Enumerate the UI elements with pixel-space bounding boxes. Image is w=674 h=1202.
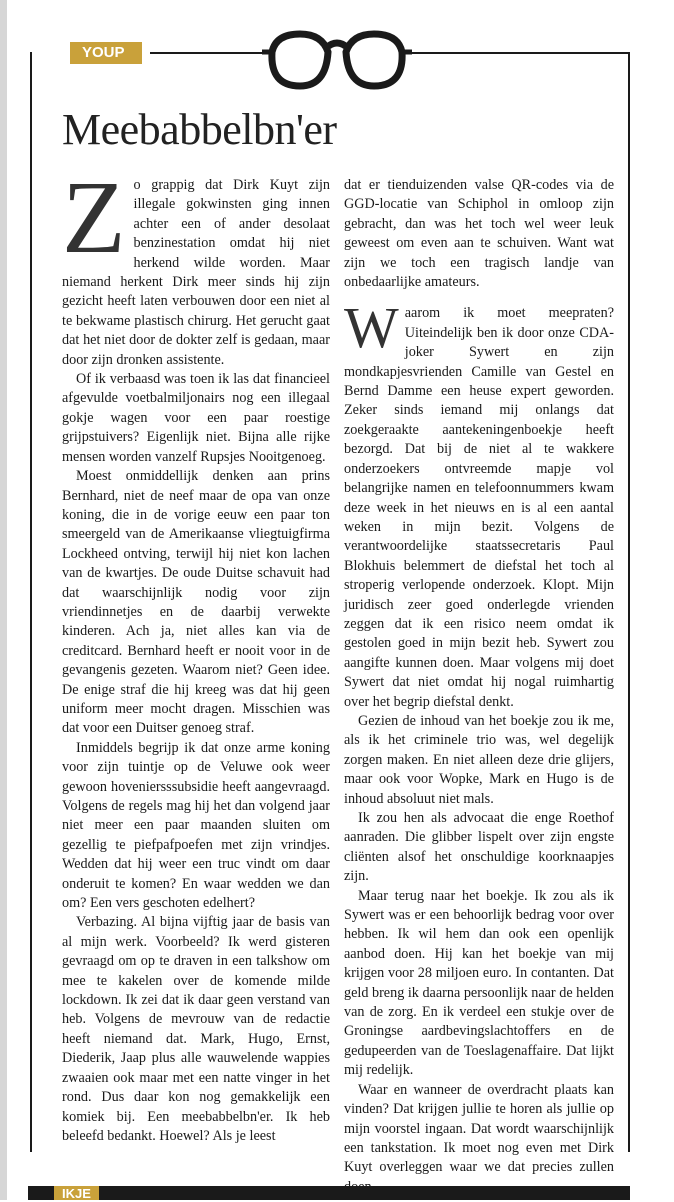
article-paragraph: Waarom ik moet meepraten? Uiteindelijk ben ik door onze CDA-joker Sywert en zijn mondkapjesvrienden Camille van Gestel en Bernd Damme een heuse expert geworden. Zeker sinds iemand mij onlangs dat zoekgeraakte aantekeningenboekje heeft bezorgd. Dat bij de niet al te wakkere onderzoekers ontvreemde mapje vol belangrijke namen en telefoonnummers kwam deze week in het nieuws en is al een aantal weken in mijn bezit. Volgens de verantwoordelijke staatssecretaris Paul Blokhuis belemmert de diefstal het toch al stroperig verlopende onderzoek. Klopt. Mijn juridisch zeer goed onderlegde vrienden zeggen dat ik een risico neem omdat ik gestolen goed in mijn bezit heb. Sywert zou aangifte kunnen doen. Maar volgens mij doet Sywert dat niet omdat hij nogal ruimhartig over het begrip diefstal denkt. xyxy=(344,295,614,710)
frame-right-rule xyxy=(628,52,630,1152)
article-paragraph: Ik zou hen als advocaat die enge Roethof aanraden. Die glibber lispelt over zijn engste cliënten alsof het onschuldige koorknaapjes zijn. xyxy=(344,810,614,885)
article-paragraph: dat er tienduizenden valse QR-codes via de GGD-locatie van Schiphol in omloop zijn gebracht, dan was het toch wel weer leuk geweest om even aan te schuiven. Want wat zijn we toch een tragisch landje van onbedaarlijke amateurs. xyxy=(344,177,614,291)
article-paragraph: Waar en wanneer de overdracht plaats kan vinden? Dat krijgen jullie te horen als jullie op mijn voorstel ingaan. Dat wordt waarschijnlijk een tankstation. Ik moet nog even met Dirk Kuyt overleggen waar we dat precies zullen xyxy=(344,1081,614,1176)
article-paragraph: Gezien de inhoud van het boekje zou ik me, als ik het criminele trio was, wel degelijk zorgen maken. En niet alleen deze drie glijers, maar ook voor Wopke, Mark en Hugo is de inhoud absoluut niet mals. xyxy=(344,712,614,807)
page-edge xyxy=(0,0,7,1200)
article-paragraph: Inmiddels begrijp ik dat onze arme koning voor zijn tuintje op de Veluwe ook weer gewoon hoveniersssubsidie heeft aangevraagd. Volgens de regels mag hij het dan volgend jaar niet meer een paar maanden sluiten om gezellig te piefpafpoefen met zijn vrindjes. Wedden dat hij weer een truc vindt om daar onderuit te komen? En waar wedden we dan om? Een vers geschoten edelhert? xyxy=(62,739,330,912)
article-paragraph: Maar terug naar het boekje. Ik zou als ik Sywert was er een behoorlijk bedrag voor over hebben. Ik wil hem dan ook een openlijk aanbod doen. Hij kan het boekje van mij krijgen voor 28 miljoen euro. In contanten. Dat geld breng ik daarna persoonlijk naar de helden van de zorg. En ik verdeel een stukje over de Groningse aardbevingslachtoffers en de gedupeerden van de Toeslagenaffaire. Dat lijkt mij redelijk. xyxy=(344,887,614,1079)
article-column-left xyxy=(62,160,330,1146)
footer-bar xyxy=(28,1186,630,1200)
glasses-icon xyxy=(262,12,412,94)
article-paragraph: Zo grappig dat Dirk Kuyt zijn illegale gokwinsten ging innen achter een of ander desolaat benzinestation omdat hij niet herkend wilde worden. Maar niemand herkent Dirk meer sinds hij zijn gezicht heeft laten verbouwen door een niet al te bekwame plastisch chirurg. Het gerucht gaat dat het niet door de dokter zelf is gedaan, maar door zijn dronken assistente. xyxy=(62,160,330,368)
drop-cap: Z xyxy=(62,160,126,275)
drop-cap: W xyxy=(344,295,399,361)
section-label: YOUP xyxy=(70,42,142,64)
article-column-right xyxy=(344,176,614,1197)
frame-left-rule xyxy=(30,52,32,1152)
article-paragraph: Verbazing. Al bijna vijftig jaar de basis van al mijn werk. Voorbeeld? Ik werd gisteren gevraagd om op te draven in een talkshow om mee te kakelen over de komende milde lockdown. Ik zei dat ik daar geen verstand van heb. Volgens de mevrouw van de redactie heeft niemand dat. Mark, Hugo, Ernst, Diederik, Jaap plus alle wauwelende wappies zwaaien ook maar met een natte vinger in het rond. Dus daar kon nog gemakkelijk een komiek bij. Een meebabbelbn'er. Ik heb beleefd bedankt. Hoewel? Als je leest xyxy=(62,914,330,1144)
footer-section-label: IKJE xyxy=(54,1186,99,1200)
article-title: Meebabbelbn'er xyxy=(62,105,337,154)
article-paragraph: Of ik verbaasd was toen ik las dat financieel afgevulde voetbalmiljonairs nog een illegaal gokje wagen voor een paar roestige grijpstuivers? Eigenlijk niet. Bijna alle rijke mensen worden vanzelf Rupsjes Nooitgenoeg. xyxy=(62,371,330,465)
article-paragraph: Moest onmiddellijk denken aan prins Bernhard, niet de neef maar de opa van onze koning, die in de vorige eeuw een paar ton smeergeld van de Amerikaanse vliegtuigfirma Lockheed ontving, terwijl hij niet kon lachen van de kwartjes. De oude Duitse schavuit had dat waarschijnlijk nodig voor zijn vriendinnetjes en de daarbij verwekte kinderen. Ach ja, niet alles kan via de creditcard. Bernhard heeft er nooit voor in de gevangenis gezeten. Waarom niet? Geen idee. De enige straf die hij kreeg was dat hij geen uniform meer mocht dragen. Misschien was dat voor een Duitser genoeg straf. xyxy=(62,468,330,737)
